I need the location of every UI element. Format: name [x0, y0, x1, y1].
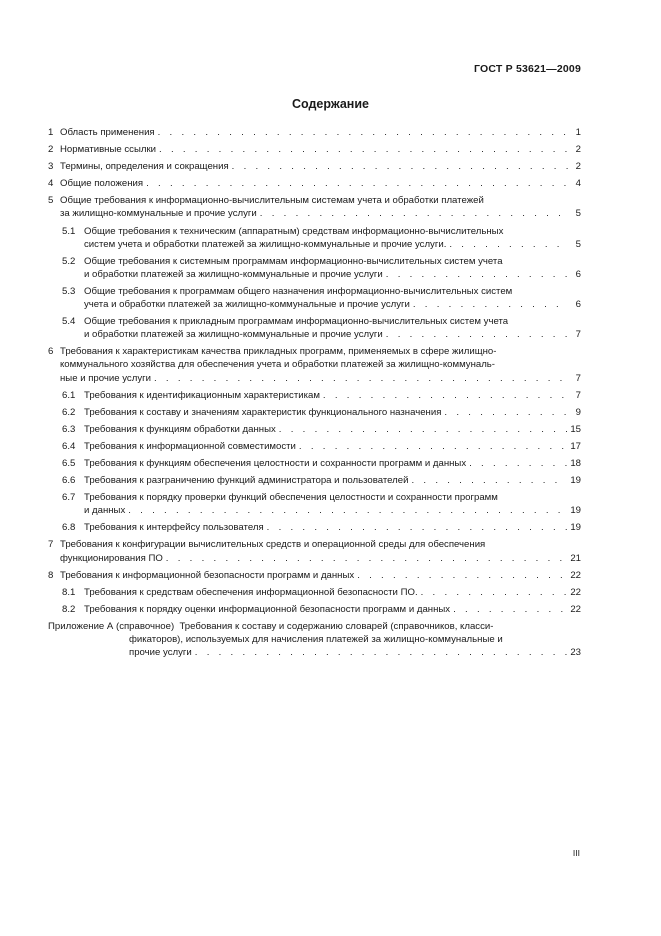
- toc-entry-text: Требования к разграничению функций администратора и пользователей: [84, 475, 409, 487]
- toc-entry-page: 7: [575, 372, 581, 384]
- toc-title: Содержание: [291, 97, 369, 111]
- toc-entry-text: Общие требования к системным программам информационно-вычислительных систем учета: [84, 255, 503, 267]
- toc-entry-text: ные и прочие услуги: [60, 372, 151, 384]
- toc-entry-text: функционирования ПО: [60, 552, 163, 564]
- toc-entry-number: 6.8: [62, 522, 76, 534]
- toc-entry-page: 7: [575, 329, 581, 341]
- toc-entry-text: фикаторов), используемых для начисления платежей за жилищно-коммунальные и: [129, 634, 503, 645]
- toc-entry-number: 6.7: [62, 492, 76, 504]
- toc-entry-text: Общие положения: [60, 178, 144, 190]
- toc-entry-number: 2: [48, 144, 54, 156]
- toc-entry-text: за жилищно-коммунальные и прочие услуги: [60, 208, 257, 220]
- toc-entry-text: учета и обработки платежей за жилищно-коммунальные и прочие услуги: [84, 299, 410, 311]
- toc-entry-text: и данных: [84, 505, 126, 517]
- toc-entry-page: 22: [570, 586, 581, 598]
- dot-leader: [159, 143, 568, 156]
- toc-entry-text: Общие требования к техническим (аппаратным) средствам информационно-вычислительных: [84, 225, 504, 237]
- toc-entry-text: Требования к информационной безопасности программ и данных: [60, 569, 355, 581]
- toc-entry-page: 5: [575, 208, 581, 220]
- toc-entry: [48, 160, 581, 173]
- toc-entry-page: 22: [570, 569, 581, 581]
- dot-leader: [413, 298, 568, 311]
- toc-entry-page: 7: [575, 389, 581, 401]
- dot-leader: [232, 160, 568, 173]
- toc-entry-text: Требования к идентификационным характеристикам: [84, 389, 320, 401]
- toc-entry-number: 6.1: [62, 389, 76, 401]
- toc-entry-page: 19: [570, 522, 581, 534]
- toc-entry-text: Требования к составу и содержанию словарей (справочников, класси-: [179, 620, 494, 632]
- toc-entry-number: 6.2: [62, 406, 76, 418]
- dot-leader: [260, 207, 568, 220]
- toc-entry-text: Требования к интерфейсу пользователя: [84, 522, 264, 534]
- toc-entry-number: 3: [48, 161, 54, 173]
- dot-leader: [195, 646, 568, 659]
- toc-entry-number: 5.3: [62, 285, 76, 297]
- toc-entry-page: 1: [575, 127, 581, 138]
- toc-entry: [48, 474, 581, 487]
- toc-entry: [48, 423, 581, 436]
- toc-entry: [48, 194, 581, 220]
- toc-entry: [48, 315, 581, 341]
- toc-entry-text: коммунального хозяйства для обеспечения учета и обработки платежей за жилищно-коммуналь-: [60, 359, 496, 371]
- toc-entry: [48, 440, 581, 453]
- toc-entry-text: Требования к функциям обработки данных: [84, 423, 276, 435]
- toc-entry-page: 23: [570, 647, 581, 659]
- toc-entry-number: 6: [48, 346, 54, 358]
- toc-entry-text: Требования к средствам обеспечения информационной безопасности ПО.: [84, 586, 418, 598]
- toc-entry-page: 19: [570, 475, 581, 487]
- toc-entry-page: 9: [575, 406, 581, 418]
- toc-entry-page: 18: [570, 457, 581, 469]
- toc-entry-text: Требования к функциям обеспечения целостности и сохранности программ и данных: [84, 457, 467, 469]
- toc-entry-number: 6.6: [62, 475, 76, 487]
- toc-entry-text: Требования к характеристикам качества прикладных программ, применяемых в сфере жилищно-: [60, 346, 497, 358]
- toc-entry: [48, 457, 581, 470]
- toc-entry-number: 7: [48, 539, 54, 551]
- toc-entry-number: 6.5: [62, 457, 76, 469]
- table-of-contents: [48, 126, 581, 659]
- toc-entry-text: Нормативные ссылки: [60, 144, 157, 156]
- document-id: ГОСТ Р 53621—2009: [473, 63, 581, 75]
- toc-entry-text: и обработки платежей за жилищно-коммунальные и прочие услуги: [84, 329, 383, 341]
- toc-entry-text: Общие требования к прикладным программам информационно-вычислительных систем учета: [84, 316, 509, 328]
- dot-leader: [146, 177, 568, 190]
- toc-entry-text: Область применения: [60, 127, 155, 138]
- dot-leader: [386, 328, 568, 341]
- toc-appendix-entry: [48, 620, 581, 659]
- dot-leader: [411, 474, 567, 487]
- toc-entry-number: 8.2: [62, 603, 76, 615]
- toc-entry: [48, 255, 581, 281]
- toc-entry-number: 5.1: [62, 225, 76, 237]
- toc-entry: [48, 225, 581, 251]
- toc-entry-page: 21: [570, 552, 581, 564]
- toc-entry: [48, 569, 581, 582]
- toc-entry-page: 5: [575, 238, 581, 250]
- dot-leader: [267, 521, 568, 534]
- toc-entry-text: Требования к порядку проверки функций обеспечения целостности и сохранности программ: [84, 492, 498, 504]
- dot-leader: [128, 504, 567, 517]
- toc-entry: [48, 177, 581, 190]
- toc-entry-text: Требования к информационной совместимости: [84, 440, 296, 452]
- dot-leader: [386, 268, 568, 281]
- toc-entry-text: систем учета и обработки платежей за жилищно-коммунальные и прочие услуги.: [84, 238, 447, 250]
- toc-entry-page: 15: [570, 423, 581, 435]
- toc-entry-text: прочие услуги: [129, 647, 192, 659]
- toc-entry-text: Требования к конфигурации вычислительных средств и операционной среды для обеспечения: [60, 539, 486, 551]
- toc-entry-page: 6: [575, 299, 581, 311]
- dot-leader: [279, 423, 568, 436]
- dot-leader: [453, 603, 567, 616]
- toc-entry-page: 4: [575, 178, 581, 190]
- toc-entry: [48, 126, 581, 139]
- toc-entry-number: 5.4: [62, 316, 76, 328]
- toc-entry-number: 6.4: [62, 440, 76, 452]
- dot-leader: [449, 238, 568, 251]
- toc-entry: [48, 586, 581, 599]
- toc-entry: [48, 285, 581, 311]
- toc-entry-number: 6.3: [62, 423, 76, 435]
- toc-entry-number: 5.2: [62, 255, 76, 267]
- toc-entry-page: 2: [575, 144, 581, 156]
- toc-entry-page: 2: [575, 161, 581, 173]
- toc-entry: [48, 406, 581, 419]
- dot-leader: [158, 126, 568, 139]
- toc-entry: [48, 143, 581, 156]
- toc-entry: [48, 521, 581, 534]
- dot-leader: [357, 569, 567, 582]
- dot-leader: [469, 457, 567, 470]
- toc-entry-page: 17: [570, 440, 581, 452]
- toc-entry-text: Требования к составу и значениям характеристик функционального назначения: [84, 406, 442, 418]
- toc-entry-text: Общие требования к информационно-вычислительным системам учета и обработки платежей: [60, 195, 484, 207]
- toc-entry-page: 22: [570, 603, 581, 615]
- dot-leader: [444, 406, 568, 419]
- dot-leader: [154, 372, 568, 385]
- dot-leader: [166, 552, 568, 565]
- toc-entry: [48, 491, 581, 517]
- toc-entry-number: 4: [48, 178, 54, 190]
- toc-entry-number: 8: [48, 569, 54, 581]
- toc-entry: [48, 345, 581, 384]
- dot-leader: [421, 586, 568, 599]
- dot-leader: [323, 389, 568, 402]
- toc-entry-text: Требования к порядку оценки информационной безопасности программ и данных: [84, 603, 451, 615]
- toc-entry-number: 5: [48, 195, 54, 207]
- toc-entry: [48, 538, 581, 564]
- dot-leader: [299, 440, 567, 453]
- toc-entry-number: 8.1: [62, 586, 76, 598]
- toc-entry-number: 1: [48, 127, 54, 138]
- toc-entry-page: 6: [575, 268, 581, 280]
- toc-entry-text: Общие требования к программам общего назначения информационно-вычислительных систем: [84, 285, 513, 297]
- toc-entry-text: Термины, определения и сокращения: [60, 161, 229, 173]
- appendix-label: Приложение А (справочное): [48, 620, 175, 632]
- toc-entry-page: 19: [570, 505, 581, 517]
- page-number: III: [572, 848, 580, 858]
- toc-entry: [48, 603, 581, 616]
- toc-entry: [48, 389, 581, 402]
- toc-entry-text: и обработки платежей за жилищно-коммунальные и прочие услуги: [84, 268, 383, 280]
